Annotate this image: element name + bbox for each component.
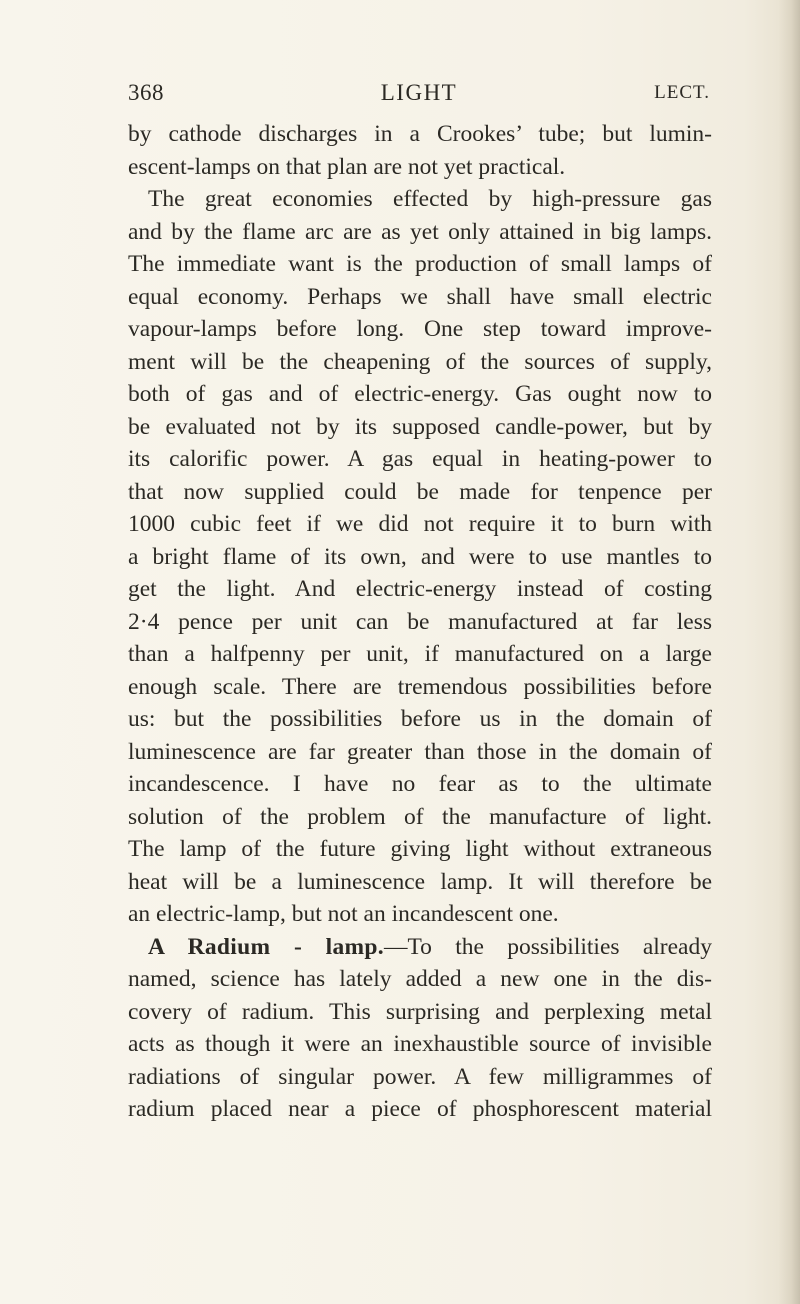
running-header bbox=[128, 80, 710, 120]
text-line: both of gas and of electric-energy. Gas ought now to bbox=[128, 381, 712, 407]
text-line: radiations of singular power. A few milligrammes of bbox=[128, 1063, 712, 1090]
text-line: an electric-lamp, but not an incandescent one. bbox=[128, 901, 559, 927]
section-heading-continuation: —To the possibilities already bbox=[383, 933, 712, 960]
text-line: radium placed near a piece of phosphorescent material bbox=[128, 1096, 712, 1122]
text-line: ment will be the cheapening of the sources of supply, bbox=[128, 348, 712, 375]
page-edge-shadow bbox=[778, 0, 800, 1304]
text-line: escent-lamps on that plan are not yet practical. bbox=[128, 153, 566, 180]
section-heading-radium-lamp: A Radium - lamp. bbox=[148, 933, 384, 960]
page-number: 368 bbox=[128, 80, 164, 105]
text-line: by cathode discharges in a Crookes’ tube; but lumin- bbox=[128, 121, 712, 147]
section-heading-line bbox=[128, 931, 712, 964]
text-line: enough scale. There are tremendous possibilities before bbox=[128, 673, 712, 700]
text-line: a bright flame of its own, and were to use mantles to bbox=[128, 543, 712, 570]
text-line: named, science has lately added a new one in the dis- bbox=[128, 966, 712, 992]
text-line: be evaluated not by its supposed candle-power, but by bbox=[128, 413, 712, 440]
body-text bbox=[128, 118, 712, 1126]
text-line: luminescence are far greater than those in the domain of bbox=[128, 738, 712, 765]
text-line: incandescence. I have no fear as to the ultimate bbox=[128, 771, 712, 797]
text-line: 2·4 pence per unit can be manufactured at far less bbox=[128, 608, 712, 635]
text-line: covery of radium. This surprising and perplexing metal bbox=[128, 998, 712, 1025]
text-line: solution of the problem of the manufacture of light. bbox=[128, 803, 712, 830]
text-line: than a halfpenny per unit, if manufactured on a large bbox=[128, 641, 712, 667]
lecture-label: LECT. bbox=[654, 82, 710, 103]
text-line: and by the flame arc are as yet only attained in big lamps. bbox=[128, 218, 712, 245]
text-line: heat will be a luminescence lamp. It will therefore be bbox=[128, 868, 712, 895]
text-line: equal economy. Perhaps we shall have small electric bbox=[128, 283, 712, 310]
text-line: vapour-lamps before long. One step toward improve- bbox=[128, 316, 712, 342]
text-line: The lamp of the future giving light without extraneous bbox=[128, 836, 712, 862]
running-title: LIGHT bbox=[380, 80, 458, 105]
text-line: The immediate want is the production of small lamps of bbox=[128, 251, 712, 277]
text-line: that now supplied could be made for tenpence per bbox=[128, 478, 712, 505]
text-line: The great economies effected by high-pressure gas bbox=[148, 186, 712, 212]
text-line: us: but the possibilities before us in the domain of bbox=[128, 706, 712, 732]
text-line: get the light. And electric-energy instead of costing bbox=[128, 576, 712, 602]
text-line: its calorific power. A gas equal in heating-power to bbox=[128, 446, 712, 472]
text-line: 1000 cubic feet if we did not require it to burn with bbox=[128, 511, 712, 537]
text-line: acts as though it were an inexhaustible source of invisible bbox=[128, 1031, 712, 1057]
